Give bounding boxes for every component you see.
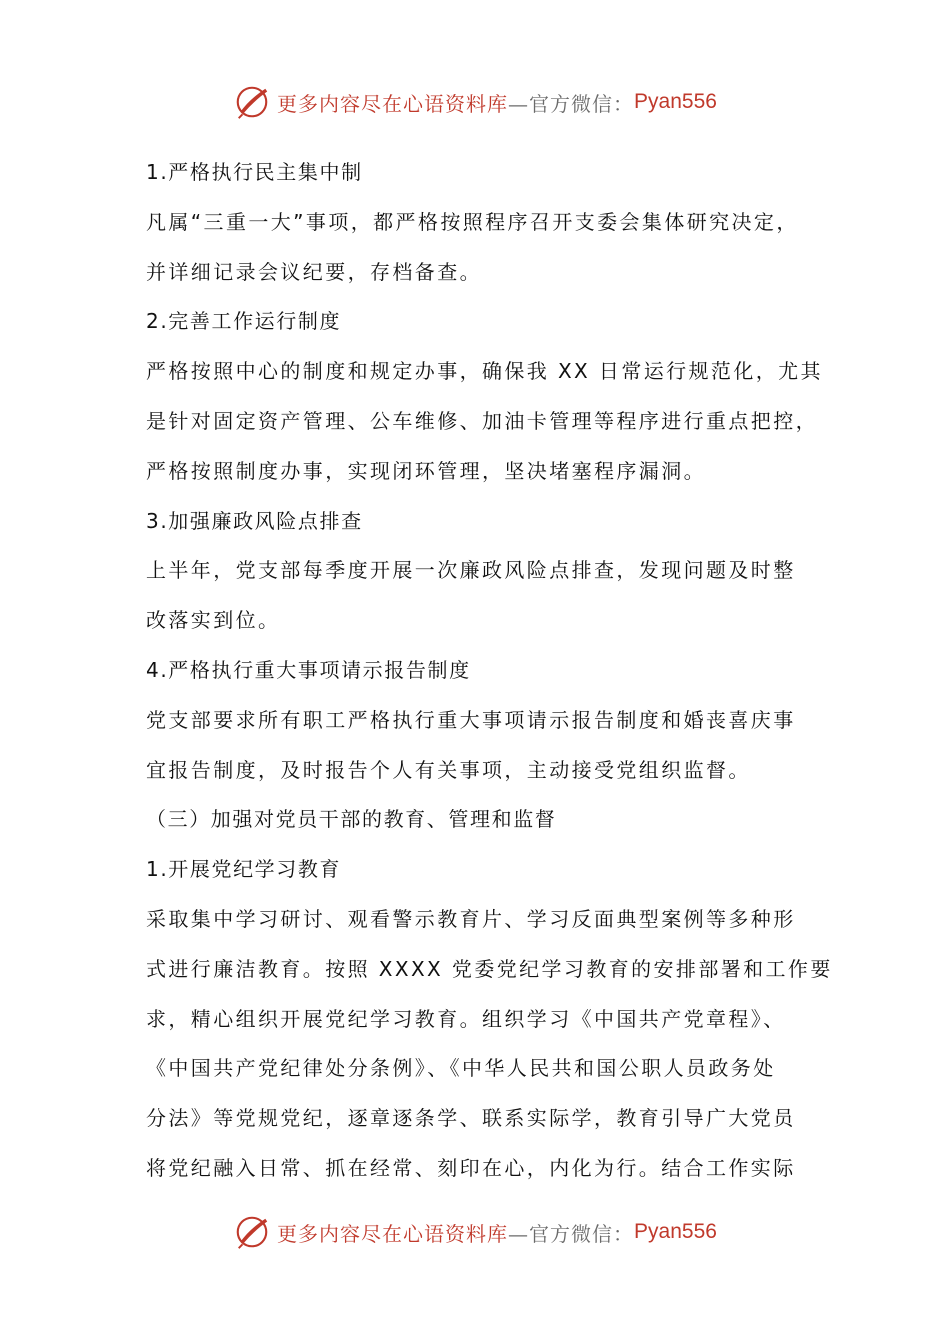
body-line: 宜报告制度，及时报告个人有关事项，主动接受党组织监督。 [146,757,751,782]
heading-line: 1.严格执行民主集中制 [146,160,363,184]
body-line: 严格按照制度办事，实现闭环管理，坚决堵塞程序漏洞。 [146,458,706,483]
body-line: 上半年，党支部每季度开展一次廉政风险点排查，发现问题及时整 [146,558,796,583]
body-line: 党支部要求所有职工严格执行重大事项请示报告制度和婚丧喜庆事 [146,707,796,732]
footer-watermark-banner [0,1212,950,1252]
body-line: 改落实到位。 [146,608,281,633]
heading-line: 3.加强廉政风险点排查 [146,508,363,533]
heading-line: 2.完善工作运行制度 [146,309,342,334]
body-line: 并详细记录会议纪要，存档备查。 [146,259,482,284]
heading-line: 1.开展党纪学习教育 [146,857,342,882]
banner-red-text: 更多内容尽在心语资料库 [277,1221,509,1246]
pen-logo-icon [233,1213,271,1251]
body-line: 《中国共产党纪律处分条例》、《中华人民共和国公职人员政务处 [146,1056,776,1081]
banner-gray-text: —官方微信： [508,1221,635,1246]
banner-gray-text: —官方微信： [508,91,635,116]
body-line: 凡属“三重一大”事项，都严格按照程序召开支委会集体研究决定， [146,209,799,234]
header-watermark-banner [0,82,950,122]
body-line: 分法》等党规党纪，逐章逐条学、联系实际学，教育引导广大党员 [146,1106,796,1131]
pen-logo-icon [233,83,271,121]
banner-wechat-id: Pyan556 [634,90,717,113]
section-heading-line: （三）加强对党员干部的教育、管理和监督 [146,807,557,832]
body-line: 采取集中学习研讨、观看警示教育片、学习反面典型案例等多种形 [146,906,796,931]
banner-red-text: 更多内容尽在心语资料库 [277,91,509,116]
body-line: 求，精心组织开展党纪学习教育。组织学习《中国共产党章程》、 [146,1006,786,1031]
body-line: 是针对固定资产管理、公车维修、加油卡管理等程序进行重点把控， [146,408,818,433]
banner-wechat-id: Pyan556 [634,1220,717,1243]
body-line: 将党纪融入日常、抓在经常、刻印在心，内化为行。结合工作实际 [146,1155,796,1180]
document-body [146,148,833,1194]
heading-line: 4.严格执行重大事项请示报告制度 [146,657,471,682]
body-line: 严格按照中心的制度和规定办事，确保我 XX 日常运行规范化，尤其 [146,359,823,384]
body-line: 式进行廉洁教育。按照 XXXX 党委党纪学习教育的安排部署和工作要 [146,956,833,981]
